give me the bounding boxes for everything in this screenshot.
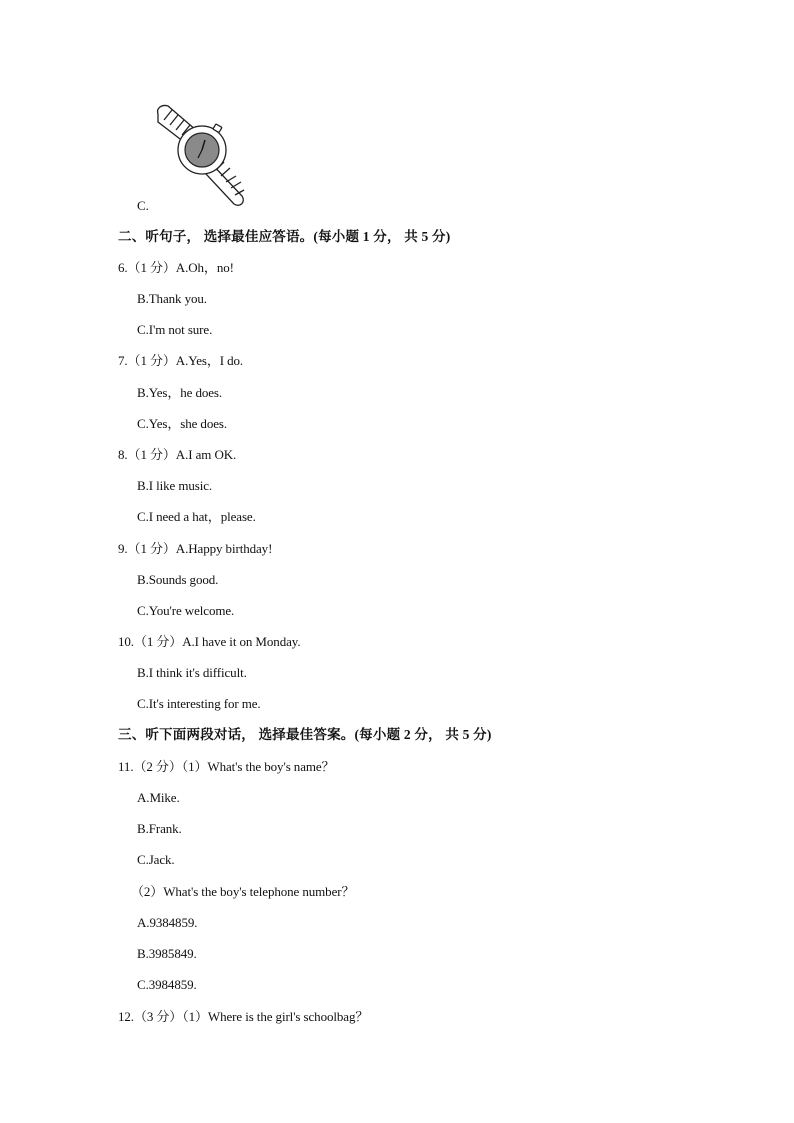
- wristwatch-image: [150, 100, 254, 210]
- question-6-option-c: C.I'm not sure.: [137, 322, 213, 337]
- question-6-option-b: B.Thank you.: [137, 291, 207, 306]
- question-9-option-c: C.You're welcome.: [137, 603, 235, 618]
- question-11-option-a: A.Mike.: [137, 790, 180, 805]
- question-11-option-c: C.Jack.: [137, 852, 175, 867]
- section-3-heading: 三、听下面两段对话， 选择最佳答案。(每小题 2 分， 共 5 分): [118, 727, 492, 742]
- question-11-subquestion-2: （2）What's the boy's telephone number？: [131, 884, 355, 899]
- question-10-stem: 10.（1 分）A.I have it on Monday.: [118, 634, 301, 649]
- question-7-stem: 7.（1 分）A.Yes，I do.: [118, 353, 244, 368]
- question-11-sub2-option-b: B.3985849.: [137, 946, 197, 961]
- question-10-option-c: C.It's interesting for me.: [137, 696, 261, 711]
- question-12-stem: 12.（3 分）（1）Where is the girl's schoolbag？: [118, 1009, 369, 1024]
- question-11-option-b: B.Frank.: [137, 821, 182, 836]
- question-8-stem: 8.（1 分）A.I am OK.: [118, 447, 237, 462]
- section-2-heading: 二、听句子， 选择最佳应答语。(每小题 1 分， 共 5 分): [118, 229, 451, 244]
- question-8-option-c: C.I need a hat，please.: [137, 509, 256, 524]
- question-7-option-b: B.Yes，he does.: [137, 385, 223, 400]
- question-9-stem: 9.（1 分）A.Happy birthday!: [118, 541, 273, 556]
- question-11-sub2-option-a: A.9384859.: [137, 915, 198, 930]
- question-10-option-b: B.I think it's difficult.: [137, 665, 247, 680]
- question-8-option-b: B.I like music.: [137, 478, 213, 493]
- question-7-option-c: C.Yes，she does.: [137, 416, 227, 431]
- question-11-stem: 11.（2 分）（1）What's the boy's name？: [118, 759, 335, 774]
- question-9-option-b: B.Sounds good.: [137, 572, 219, 587]
- option-c-label: C.: [137, 198, 149, 213]
- question-11-sub2-option-c: C.3984859.: [137, 977, 197, 992]
- question-6-stem: 6.（1 分）A.Oh，no!: [118, 260, 234, 275]
